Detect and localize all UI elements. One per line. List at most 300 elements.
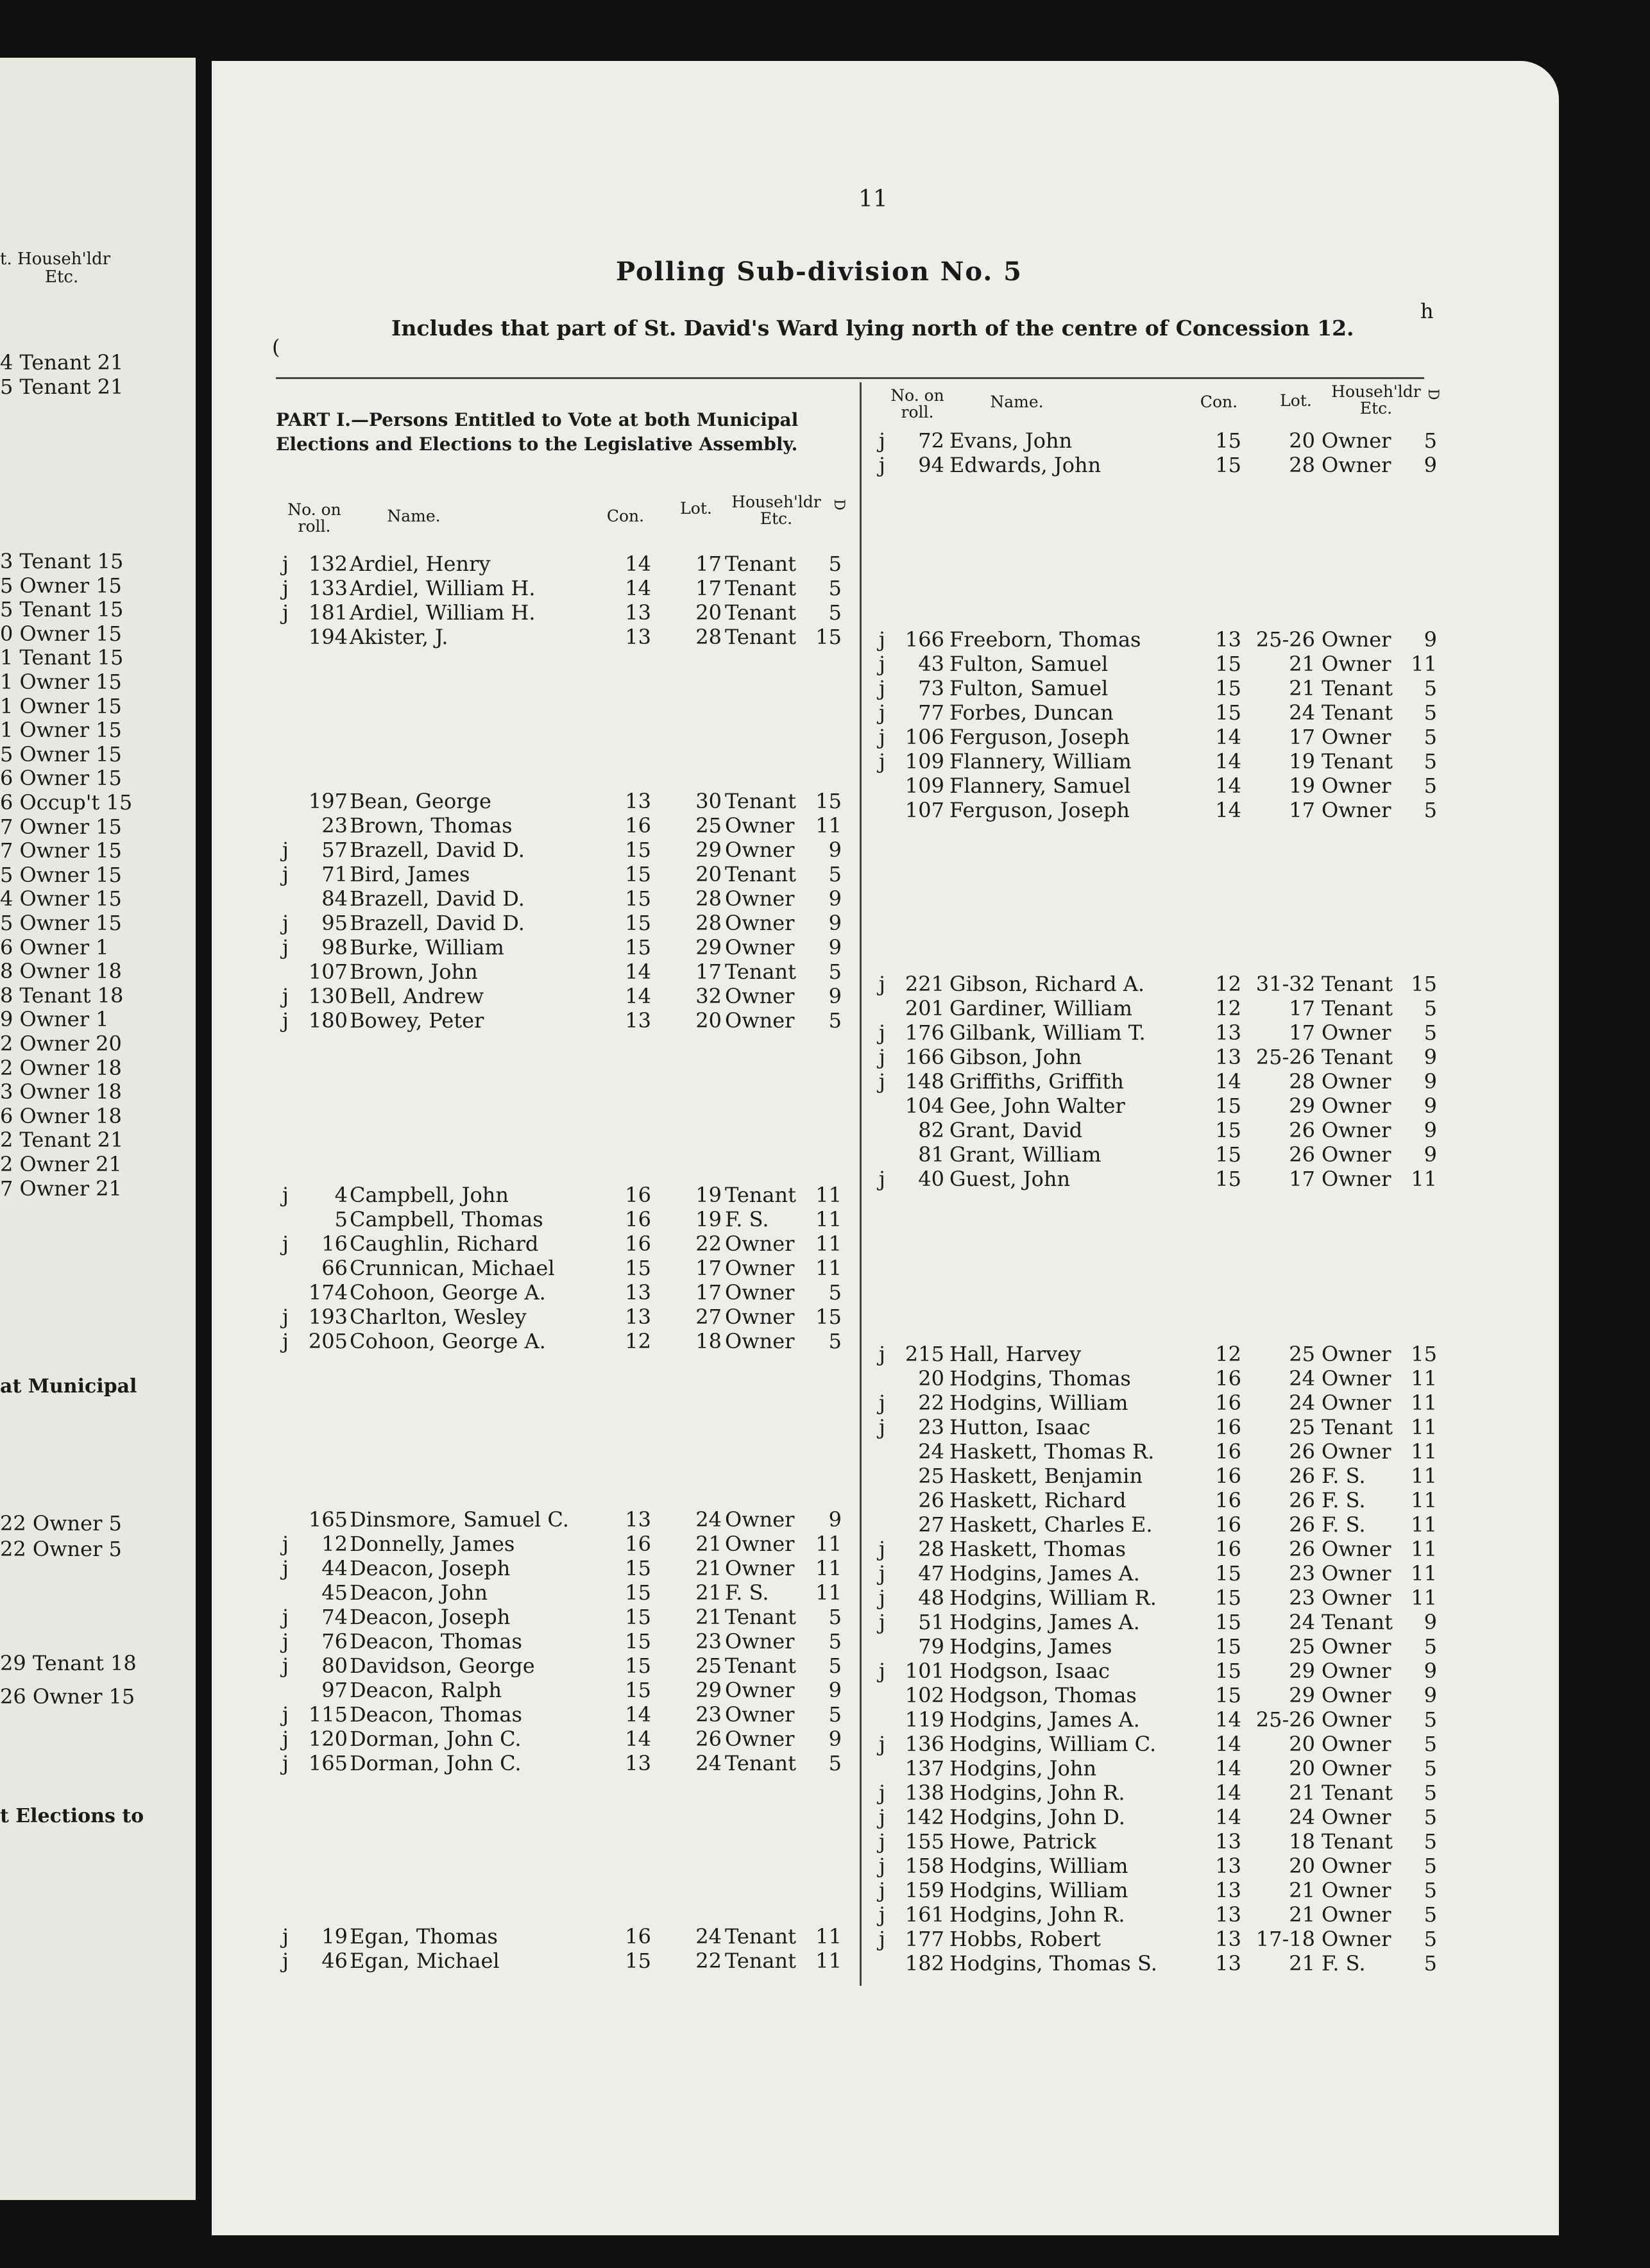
column-divider <box>860 382 862 1986</box>
d-value: 9 <box>1424 627 1437 652</box>
household-type: Owner <box>1322 1537 1391 1561</box>
concession: 15 <box>625 1580 651 1605</box>
d-value: 9 <box>828 935 842 960</box>
voter-name: Haskett, Thomas R. <box>949 1439 1155 1464</box>
concession: 14 <box>1215 1781 1241 1805</box>
household-type: Owner <box>725 935 795 960</box>
strip-row: 7 Owner 15 <box>0 838 122 863</box>
household-type: Owner <box>725 838 795 862</box>
juror-mark: j <box>879 1342 885 1366</box>
d-value: 11 <box>815 813 842 838</box>
concession: 16 <box>625 1207 651 1231</box>
roll-number: 98 <box>321 935 348 960</box>
household-type: Tenant <box>725 1654 796 1678</box>
voter-name: Bowey, Peter <box>350 1008 484 1033</box>
d-value: 9 <box>1424 1045 1437 1069</box>
lot-number: 20 <box>1289 1854 1315 1878</box>
voter-name: Haskett, Benjamin <box>949 1464 1143 1488</box>
concession: 14 <box>625 1702 651 1727</box>
lot-number: 28 <box>695 625 722 649</box>
concession: 15 <box>625 838 651 862</box>
juror-mark: j <box>282 600 289 625</box>
concession: 16 <box>1215 1415 1241 1439</box>
header-lot-right: Lot. <box>1280 391 1312 410</box>
d-value: 11 <box>815 1231 842 1256</box>
header-househ: Househ'ldr Etc. <box>731 493 821 528</box>
d-value: 11 <box>1411 652 1437 676</box>
d-value: 11 <box>1411 1586 1437 1610</box>
household-type: Owner <box>1322 1659 1391 1683</box>
roll-number: 166 <box>905 627 944 652</box>
roll-number: 48 <box>918 1586 944 1610</box>
lot-number: 25 <box>1289 1342 1315 1366</box>
lot-number: 20 <box>695 1008 722 1033</box>
concession: 16 <box>1215 1366 1241 1391</box>
concession: 15 <box>1215 453 1241 477</box>
lot-number: 17 <box>695 960 722 984</box>
header-name: Name. <box>387 507 441 525</box>
roll-number: 107 <box>308 960 348 984</box>
strip-row: 26 Owner 15 <box>0 1684 135 1709</box>
household-type: Owner <box>1322 1167 1391 1191</box>
household-type: Owner <box>1322 652 1391 676</box>
household-type: Owner <box>1322 1902 1391 1927</box>
d-value: 5 <box>1424 1634 1437 1659</box>
d-value: 9 <box>828 886 842 911</box>
lot-number: 21 <box>1289 1878 1315 1902</box>
voter-name: Hodgins, James A. <box>949 1561 1140 1586</box>
roll-number: 165 <box>308 1751 348 1775</box>
d-value: 5 <box>1424 1878 1437 1902</box>
strip-row: 4 Owner 15 <box>0 886 122 911</box>
page-subtitle: Includes that part of St. David's Ward lying north of the centre of Concession 12. <box>391 316 1354 341</box>
strip-row: 7 Owner 21 <box>0 1176 122 1201</box>
d-value: 9 <box>828 1727 842 1751</box>
voter-name: Brown, John <box>350 960 478 984</box>
voter-name: Brazell, David D. <box>350 911 525 935</box>
voter-name: Hutton, Isaac <box>949 1415 1091 1439</box>
concession: 13 <box>625 1305 651 1329</box>
roll-number: 215 <box>905 1342 944 1366</box>
lot-number: 25-26 <box>1255 1045 1315 1069</box>
d-value: 9 <box>1424 1683 1437 1707</box>
household-type: Owner <box>1322 1805 1391 1829</box>
concession: 13 <box>625 600 651 625</box>
strip-row: 8 Tenant 18 <box>0 983 124 1008</box>
d-value: 11 <box>815 1256 842 1280</box>
voter-name: Forbes, Duncan <box>949 700 1114 725</box>
concession: 16 <box>1215 1439 1241 1464</box>
d-value: 5 <box>1424 676 1437 700</box>
concession: 16 <box>625 1183 651 1207</box>
voter-name: Ardiel, William H. <box>350 576 536 600</box>
roll-number: 132 <box>308 552 348 576</box>
voter-name: Hodgins, James <box>949 1634 1112 1659</box>
d-value: 5 <box>1424 798 1437 822</box>
d-value: 9 <box>1424 1118 1437 1142</box>
juror-mark: j <box>282 1008 289 1033</box>
d-value: 15 <box>815 1305 842 1329</box>
voter-name: Edwards, John <box>949 453 1101 477</box>
lot-number: 31-32 <box>1255 972 1315 996</box>
roll-number: 16 <box>321 1231 348 1256</box>
concession: 14 <box>1215 725 1241 749</box>
strip-row: 5 Tenant 21 <box>0 375 124 399</box>
lot-number: 29 <box>1289 1683 1315 1707</box>
strip-row: 7 Owner 15 <box>0 814 122 839</box>
voter-name: Dorman, John C. <box>350 1727 522 1751</box>
strip-row: 22 Owner 5 <box>0 1511 122 1536</box>
household-type: Owner <box>1322 453 1391 477</box>
roll-number: 95 <box>321 911 348 935</box>
juror-mark: j <box>879 1069 885 1094</box>
concession: 16 <box>625 1532 651 1556</box>
voter-name: Hodgins, William R. <box>949 1586 1157 1610</box>
concession: 15 <box>625 886 651 911</box>
concession: 15 <box>625 1256 651 1280</box>
header-no-on-roll: No. on roll. <box>287 500 341 536</box>
roll-number: 115 <box>308 1702 348 1727</box>
roll-number: 181 <box>308 600 348 625</box>
d-value: 11 <box>1411 1512 1437 1537</box>
strip-row: 3 Tenant 15 <box>0 549 124 573</box>
lot-number: 20 <box>1289 1732 1315 1756</box>
concession: 15 <box>1215 652 1241 676</box>
d-value: 5 <box>1424 1805 1437 1829</box>
roll-number: 101 <box>905 1659 944 1683</box>
lot-number: 18 <box>695 1329 722 1353</box>
juror-mark: j <box>879 1045 885 1069</box>
d-value: 5 <box>1424 1902 1437 1927</box>
roll-number: 19 <box>321 1924 348 1949</box>
juror-mark: j <box>282 838 289 862</box>
household-type: Owner <box>725 1532 795 1556</box>
adjacent-page-strip <box>0 58 196 2200</box>
lot-number: 25 <box>1289 1415 1315 1439</box>
household-type: Owner <box>725 1678 795 1702</box>
concession: 15 <box>1215 1610 1241 1634</box>
voter-name: Haskett, Charles E. <box>949 1512 1153 1537</box>
strip-row: 22 Owner 5 <box>0 1537 122 1561</box>
voter-name: Guest, John <box>949 1167 1071 1191</box>
concession: 16 <box>1215 1537 1241 1561</box>
roll-number: 84 <box>321 886 348 911</box>
roll-number: 138 <box>905 1781 944 1805</box>
household-type: Owner <box>1322 1586 1391 1610</box>
juror-mark: j <box>879 627 885 652</box>
concession: 15 <box>625 1654 651 1678</box>
roll-number: 137 <box>905 1756 944 1781</box>
voter-name: Brown, Thomas <box>350 813 513 838</box>
voter-name: Haskett, Richard <box>949 1488 1127 1512</box>
roll-number: 158 <box>905 1854 944 1878</box>
household-type: Owner <box>725 1629 795 1654</box>
d-value: 5 <box>1424 1756 1437 1781</box>
lot-number: 21 <box>1289 1902 1315 1927</box>
juror-mark: j <box>879 972 885 996</box>
d-value: 11 <box>815 1532 842 1556</box>
roll-number: 159 <box>905 1878 944 1902</box>
d-value: 5 <box>1424 1927 1437 1951</box>
juror-mark: j <box>282 1532 289 1556</box>
concession: 13 <box>1215 1951 1241 1976</box>
juror-mark: j <box>282 935 289 960</box>
household-type: Owner <box>1322 627 1391 652</box>
d-value: 5 <box>828 552 842 576</box>
lot-number: 26 <box>1289 1512 1315 1537</box>
voter-name: Gibson, John <box>949 1045 1082 1069</box>
voter-name: Hodgins, William C. <box>949 1732 1157 1756</box>
d-value: 11 <box>1411 1415 1437 1439</box>
household-type: Tenant <box>725 625 796 649</box>
d-value: 5 <box>828 1605 842 1629</box>
header-lot: Lot. <box>680 499 712 518</box>
d-value: 5 <box>1424 700 1437 725</box>
d-value: 15 <box>815 625 842 649</box>
lot-number: 21 <box>1289 676 1315 700</box>
concession: 15 <box>625 1605 651 1629</box>
d-value: 9 <box>828 1507 842 1532</box>
lot-number: 17 <box>695 552 722 576</box>
header-househ-right: Househ'ldr Etc. <box>1331 382 1421 418</box>
lot-number: 29 <box>695 935 722 960</box>
roll-number: 193 <box>308 1305 348 1329</box>
lot-number: 27 <box>695 1305 722 1329</box>
household-type: Owner <box>725 1507 795 1532</box>
household-type: Owner <box>1322 1683 1391 1707</box>
d-value: 11 <box>815 1949 842 1973</box>
juror-mark: j <box>282 1231 289 1256</box>
strip-row: 6 Occup't 15 <box>0 790 133 815</box>
roll-number: 174 <box>308 1280 348 1305</box>
voter-name: Hodgins, Thomas <box>949 1366 1131 1391</box>
lot-number: 26 <box>1289 1488 1315 1512</box>
d-value: 11 <box>1411 1439 1437 1464</box>
voter-name: Grant, William <box>949 1142 1101 1167</box>
lot-number: 25 <box>695 1654 722 1678</box>
juror-mark: j <box>282 552 289 576</box>
roll-number: 81 <box>918 1142 944 1167</box>
lot-number: 26 <box>1289 1439 1315 1464</box>
juror-mark: j <box>879 1829 885 1854</box>
voter-name: Egan, Michael <box>350 1949 500 1973</box>
concession: 12 <box>1215 1342 1241 1366</box>
d-value: 11 <box>815 1183 842 1207</box>
roll-number: 142 <box>905 1805 944 1829</box>
lot-number: 22 <box>695 1949 722 1973</box>
lot-number: 30 <box>695 789 722 813</box>
strip-row: 5 Owner 15 <box>0 862 122 887</box>
juror-mark: j <box>879 453 885 477</box>
roll-number: 44 <box>321 1556 348 1580</box>
strip-row: 2 Tenant 21 <box>0 1128 124 1153</box>
strip-header-line2: Etc. <box>45 267 79 287</box>
lot-number: 19 <box>1289 774 1315 798</box>
roll-number: 57 <box>321 838 348 862</box>
concession: 16 <box>625 1924 651 1949</box>
voter-name: Gee, John Walter <box>949 1094 1125 1118</box>
lot-number: 28 <box>695 886 722 911</box>
lot-number: 29 <box>695 838 722 862</box>
voter-name: Haskett, Thomas <box>949 1537 1126 1561</box>
roll-number: 97 <box>321 1678 348 1702</box>
d-value: 9 <box>828 984 842 1008</box>
concession: 13 <box>1215 1902 1241 1927</box>
voter-name: Egan, Thomas <box>350 1924 498 1949</box>
voter-name: Flannery, William <box>949 749 1132 774</box>
concession: 15 <box>1215 1561 1241 1586</box>
juror-mark: j <box>282 1727 289 1751</box>
roll-number: 176 <box>905 1020 944 1045</box>
household-type: Owner <box>1322 428 1391 453</box>
concession: 15 <box>625 1678 651 1702</box>
concession: 15 <box>1215 1094 1241 1118</box>
roll-number: 74 <box>321 1605 348 1629</box>
lot-number: 28 <box>1289 1069 1315 1094</box>
roll-number: 12 <box>321 1532 348 1556</box>
household-type: Owner <box>725 1280 795 1305</box>
voter-name: Evans, John <box>949 428 1073 453</box>
roll-number: 46 <box>321 1949 348 1973</box>
lot-number: 32 <box>695 984 722 1008</box>
household-type: Tenant <box>725 1605 796 1629</box>
concession: 14 <box>1215 1707 1241 1732</box>
voter-name: Howe, Patrick <box>949 1829 1096 1854</box>
roll-number: 109 <box>905 774 944 798</box>
d-value: 5 <box>828 1629 842 1654</box>
concession: 13 <box>625 1280 651 1305</box>
roll-number: 102 <box>905 1683 944 1707</box>
strip-row: 1 Owner 15 <box>0 718 122 743</box>
household-type: Owner <box>1322 774 1391 798</box>
lot-number: 24 <box>1289 700 1315 725</box>
voter-name: Hodgins, John R. <box>949 1781 1125 1805</box>
d-value: 11 <box>815 1207 842 1231</box>
juror-mark: j <box>879 1391 885 1415</box>
lot-number: 21 <box>695 1532 722 1556</box>
roll-number: 177 <box>905 1927 944 1951</box>
part-heading: PART I.—Persons Entitled to Vote at both Municipal Elections and Elections to the Legislative Assembly. <box>276 409 799 455</box>
lot-number: 28 <box>695 911 722 935</box>
d-value: 5 <box>828 1008 842 1033</box>
roll-number: 106 <box>905 725 944 749</box>
household-type: Tenant <box>725 600 796 625</box>
d-value: 9 <box>1424 453 1437 477</box>
roll-number: 94 <box>918 453 944 477</box>
roll-number: 76 <box>321 1629 348 1654</box>
d-value: 5 <box>1424 725 1437 749</box>
d-value: 5 <box>828 1280 842 1305</box>
concession: 13 <box>625 1507 651 1532</box>
left-mark: ( <box>272 335 280 359</box>
header-con: Con. <box>606 507 645 525</box>
household-type: Tenant <box>1322 1610 1393 1634</box>
d-value: 9 <box>1424 1094 1437 1118</box>
voter-name: Grant, David <box>949 1118 1083 1142</box>
household-type: Tenant <box>725 960 796 984</box>
household-type: Owner <box>1322 1634 1391 1659</box>
lot-number: 26 <box>1289 1537 1315 1561</box>
concession: 14 <box>625 984 651 1008</box>
d-value: 9 <box>828 1678 842 1702</box>
lot-number: 17 <box>695 1280 722 1305</box>
d-value: 9 <box>1424 1069 1437 1094</box>
concession: 16 <box>625 1231 651 1256</box>
roll-number: 26 <box>918 1488 944 1512</box>
header-con-right: Con. <box>1200 393 1238 411</box>
concession: 12 <box>625 1329 651 1353</box>
juror-mark: j <box>282 1949 289 1973</box>
voter-name: Hodgins, John R. <box>949 1902 1125 1927</box>
lot-number: 21 <box>1289 1781 1315 1805</box>
d-value: 11 <box>815 1924 842 1949</box>
lot-number: 17 <box>1289 996 1315 1020</box>
roll-number: 133 <box>308 576 348 600</box>
juror-mark: j <box>879 1781 885 1805</box>
voter-name: Hodgins, William <box>949 1878 1128 1902</box>
roll-number: 24 <box>918 1439 944 1464</box>
household-type: Tenant <box>725 1183 796 1207</box>
roll-number: 27 <box>918 1512 944 1537</box>
concession: 14 <box>625 552 651 576</box>
concession: 15 <box>1215 1167 1241 1191</box>
voter-name: Campbell, John <box>350 1183 509 1207</box>
household-type: Owner <box>725 1727 795 1751</box>
d-value: 9 <box>1424 1659 1437 1683</box>
strip-row: 1 Tenant 15 <box>0 645 124 670</box>
concession: 14 <box>625 1727 651 1751</box>
household-type: Tenant <box>725 1924 796 1949</box>
household-type: Owner <box>1322 1707 1391 1732</box>
voter-name: Campbell, Thomas <box>350 1207 543 1231</box>
roll-number: 82 <box>918 1118 944 1142</box>
lot-number: 26 <box>1289 1118 1315 1142</box>
lot-number: 17 <box>1289 1020 1315 1045</box>
voter-name: Deacon, Joseph <box>350 1556 511 1580</box>
strip-bold-heading-2: t Elections to <box>0 1805 144 1827</box>
lot-number: 20 <box>1289 428 1315 453</box>
lot-number: 26 <box>1289 1142 1315 1167</box>
strip-row: 2 Owner 20 <box>0 1031 122 1056</box>
lot-number: 17 <box>1289 725 1315 749</box>
lot-number: 25-26 <box>1255 627 1315 652</box>
household-type: Owner <box>725 1256 795 1280</box>
lot-number: 24 <box>1289 1610 1315 1634</box>
voter-name: Ferguson, Joseph <box>949 725 1130 749</box>
voter-name: Ardiel, Henry <box>350 552 491 576</box>
lot-number: 20 <box>695 862 722 886</box>
juror-mark: j <box>282 1751 289 1775</box>
concession: 13 <box>1215 1829 1241 1854</box>
header-d-right: D <box>1425 389 1441 400</box>
juror-mark: j <box>282 1629 289 1654</box>
household-type: Owner <box>1322 1561 1391 1586</box>
voter-name: Burke, William <box>350 935 504 960</box>
voter-name: Bean, George <box>350 789 491 813</box>
household-type: Owner <box>725 1556 795 1580</box>
d-value: 5 <box>1424 774 1437 798</box>
strip-row: 0 Owner 15 <box>0 621 122 646</box>
roll-number: 197 <box>308 789 348 813</box>
voter-name: Charlton, Wesley <box>350 1305 527 1329</box>
concession: 14 <box>1215 1732 1241 1756</box>
strip-bold-heading-1: at Municipal <box>0 1375 137 1398</box>
strip-row: 6 Owner 15 <box>0 766 122 791</box>
lot-number: 20 <box>1289 1756 1315 1781</box>
juror-mark: j <box>879 1167 885 1191</box>
household-type: F. S. <box>725 1207 769 1231</box>
household-type: Owner <box>1322 1118 1391 1142</box>
